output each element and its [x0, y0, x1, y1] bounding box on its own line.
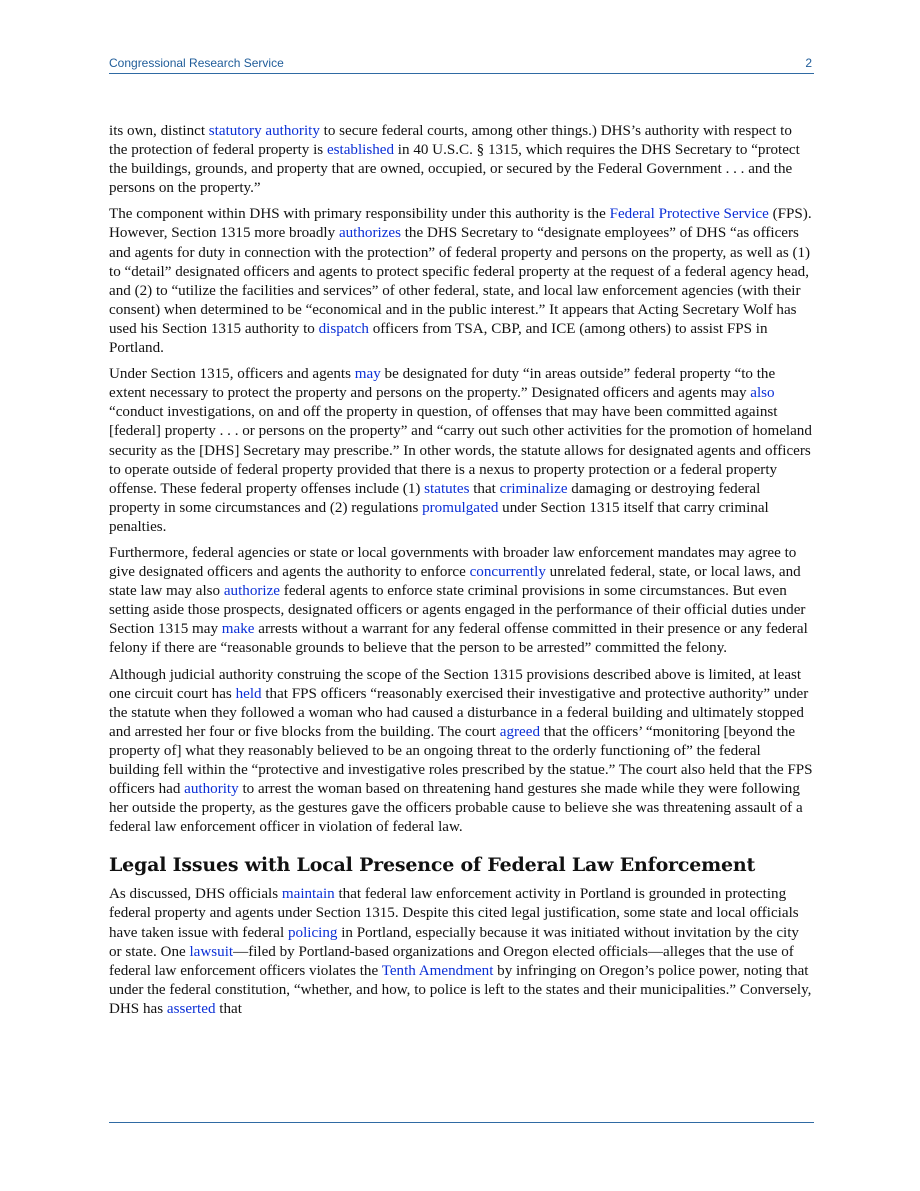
- link-agreed[interactable]: agreed: [499, 723, 540, 740]
- paragraph-6: [109, 885, 814, 1019]
- text: that FPS officers “reasonably exercised their investigative and protective authority” under the statute when they followed a woman who had caused a disturbance in a federal building and ultimately stopped and arrested her four or five blocks from the building. The court: [109, 685, 809, 740]
- text: to arrest the woman based on threatening hand gestures she made while they were following her outside the property, as the gestures gave the officers probable cause to believe she was threatening assault of a federal law enforcement officer in violation of federal law.: [109, 781, 803, 836]
- link-also[interactable]: also: [750, 385, 775, 402]
- text: by infringing on Oregon’s police power, noting that under the federal constitution, “whether, and how, to police is left to the states and their municipalities.” Conversely, DHS has: [109, 962, 812, 1017]
- link-policing[interactable]: policing: [287, 924, 338, 941]
- text: to secure federal courts, among other things.) DHS’s authority with respect to the protection of federal property is: [109, 123, 792, 159]
- link-make[interactable]: make: [221, 621, 255, 638]
- link-authorizes[interactable]: authorizes: [338, 225, 401, 242]
- text: “conduct investigations, on and off the property in question, of offenses that may have been committed against [federal] property . . . or persons on the property” and “carry out such other activities for the promotion of homeland security as the [DHS] Secretary may prescribe.” In other words, the statute allows for designated agents and officers to operate outside of federal property provided that there is a nexus to property protection or a federal property offense. These federal property offenses include (1): [109, 404, 812, 497]
- text: officers from TSA, CBP, and ICE (among others) to assist FPS in Portland.: [109, 320, 768, 357]
- text: Under Section 1315, officers and agents: [109, 366, 355, 383]
- header-org-name: Congressional Research Service: [109, 56, 284, 70]
- header-page-number: 2: [805, 56, 812, 70]
- link-promulgated[interactable]: promulgated: [422, 499, 499, 516]
- text: in 40 U.S.C. § 1315, which requires the DHS Secretary to “protect the buildings, grounds, and property that are owned, occupied, or secured by the Federal Government . . . and the persons on the property.”: [109, 142, 800, 197]
- link-may[interactable]: may: [354, 366, 381, 383]
- footer-rule: [109, 1122, 814, 1123]
- text: Although judicial authority construing the scope of the Section 1315 provisions described above is limited, at least one circuit court has: [109, 666, 802, 702]
- paragraph-3: [109, 365, 814, 537]
- link-maintain[interactable]: maintain: [281, 886, 335, 903]
- header-rule: [109, 73, 814, 74]
- link-criminalize[interactable]: criminalize: [499, 480, 568, 497]
- text: in Portland, especially because it was initiated without invitation by the city or state. One: [109, 924, 799, 960]
- text: that: [469, 480, 500, 497]
- text: damaging or destroying federal property in some circumstances and (2) regulations: [109, 480, 761, 516]
- link-federal-protective-service[interactable]: Federal Protective Service: [609, 206, 769, 223]
- text: its own, distinct: [109, 123, 209, 139]
- paragraph-1: [109, 122, 814, 198]
- text: that the officers’ “monitoring [beyond the property of] what they reasonably believed to be an ongoing threat to the orderly functioning of” the federal building fell within the “protective and investigative roles prescribed by the statue.” The court also held that the FPS officers had: [109, 723, 813, 798]
- link-statutes[interactable]: statutes: [424, 480, 470, 497]
- link-concurrently[interactable]: concurrently: [469, 564, 546, 581]
- text: As discussed, DHS officials: [109, 886, 282, 903]
- text: federal agents to enforce state criminal provisions in some circumstances. But even setting aside those prospects, designated officers or agents engaged in the performance of their official duties under Section 1315 may: [109, 583, 806, 638]
- text: that federal law enforcement activity in Portland is grounded in protecting federal property and agents under Section 1315. Despite this cited legal justification, some state and local officials have taken issue with federal: [109, 886, 799, 941]
- body-text: [109, 122, 814, 1026]
- paragraph-5: [109, 666, 814, 838]
- paragraph-2: [109, 205, 814, 358]
- page-header: [109, 56, 814, 74]
- link-established[interactable]: established: [326, 142, 395, 159]
- link-authorize[interactable]: authorize: [223, 583, 281, 600]
- text: the DHS Secretary to “designate employees” of DHS “as officers and agents for duty in connection with the protection” of federal property and persons on the property, as well as (1) to “detail” designated officers and agents to protect specific federal property at the request of a federal agency head, and (2) to “utilize the facilities and services” of other federal, state, and local law enforcement agencies (with their consent) when determined to be “economical and in the public interest.” It appears that Acting Secretary Wolf has used his Section 1315 authority to: [109, 225, 811, 337]
- text: unrelated federal, state, or local laws, and state law may also: [109, 564, 801, 600]
- text: (FPS). However, Section 1315 more broadly: [109, 206, 812, 242]
- text: Furthermore, federal agencies or state or local governments with broader law enforcement mandates may agree to give designated officers and agents the authority to enforce: [109, 544, 797, 581]
- link-asserted[interactable]: asserted: [166, 1000, 216, 1017]
- link-lawsuit[interactable]: lawsuit: [189, 943, 234, 960]
- link-authority[interactable]: authority: [184, 781, 239, 798]
- text: The component within DHS with primary responsibility under this authority is the: [109, 206, 610, 223]
- text: be designated for duty “in areas outside” federal property “to the extent necessary to protect the property and persons on the property.” Designated officers and agents may: [109, 366, 776, 402]
- paragraph-4: [109, 544, 814, 659]
- link-held[interactable]: held: [235, 685, 262, 702]
- text: —filed by Portland-based organizations and Oregon elected officials—alleges that the use of federal law enforcement officers violates the: [109, 943, 794, 979]
- link-tenth-amendment[interactable]: Tenth Amendment: [381, 962, 494, 979]
- text: arrests without a warrant for any federal offense committed in their presence or any federal felony if there are “reasonable grounds to believe that the person to be arrested” committed the felony.: [109, 621, 808, 657]
- section-heading: Legal Issues with Local Presence of Federal Law Enforcement: [109, 854, 756, 877]
- text: that: [215, 1000, 242, 1017]
- text: under Section 1315 itself that carry criminal penalties.: [109, 499, 769, 535]
- link-statutory-authority[interactable]: statutory authority: [208, 123, 320, 139]
- link-dispatch[interactable]: dispatch: [318, 320, 369, 337]
